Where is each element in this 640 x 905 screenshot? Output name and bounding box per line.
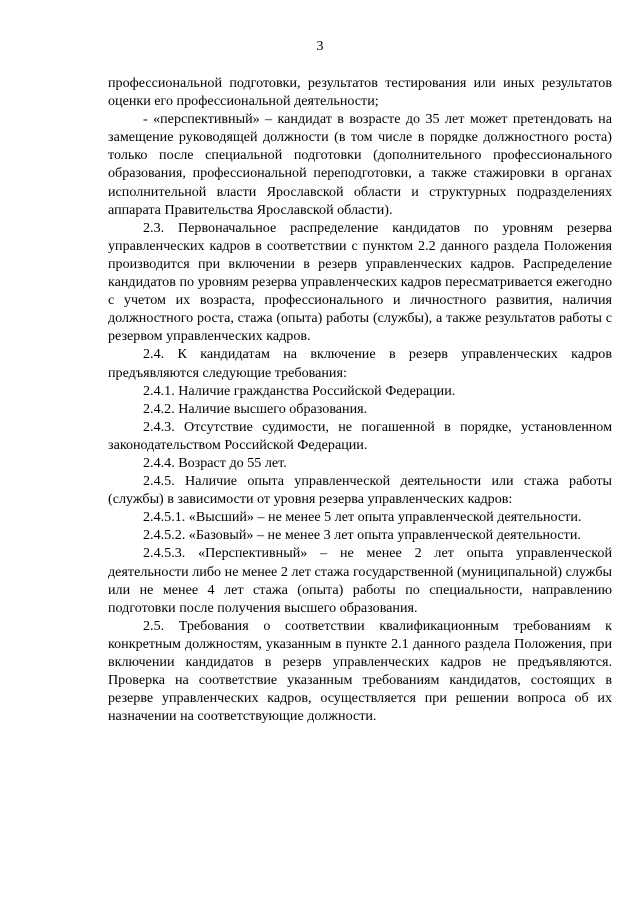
paragraph-2-4-5: 2.4.5. Наличие опыта управленческой деятельности или стажа работы (службы) в зависимости от уровня резерва управленческих кадров:	[108, 473, 612, 508]
paragraph-2-4-4: 2.4.4. Возраст до 55 лет.	[143, 454, 287, 471]
paragraph-2-5: 2.5. Требования о соответствии квалификационным требованиям к конкретным должностям, указанным в пункте 2.1 данного раздела Положения, при включении кандидатов в резерв управленческих кадров не предъявляются. Проверка на соответствие указанным требованиям кандидатов, состоящих в резерве управленческих кадров, осуществляется при решении вопроса об их назначении на соответствующие должности.	[108, 617, 612, 725]
paragraph-2-4-1: 2.4.1. Наличие гражданства Российской Федерации.	[143, 382, 456, 399]
paragraph-continuation: профессиональной подготовки, результатов тестирования или иных результатов оценки его профессиональной деятельности;	[108, 75, 612, 110]
paragraph-2-3: 2.3. Первоначальное распределение кандидатов по уровням резерва управленческих кадров в соответствии с пунктом 2.2 данного раздела Положения производится при включении в резерв управленческих кадров. Распределение кандидатов по уровням резерва управленческих кадров пересматривается ежегодно с учетом их возраста, профессионального и личностного развития, наличия должностного роста, стажа (опыта) работы (службы), а также результатов работы с резервом управленческих кадров.	[108, 219, 612, 345]
document-body	[108, 74, 612, 725]
page-number: 3	[316, 39, 324, 54]
paragraph-2-4-5-2: 2.4.5.2. «Базовый» – не менее 3 лет опыта управленческой деятельности.	[143, 527, 581, 544]
paragraph-2-4-3: 2.4.3. Отсутствие судимости, не погашенной в порядке, установленном законодательством Российской Федерации.	[108, 418, 612, 453]
paragraph-2-4-2: 2.4.2. Наличие высшего образования.	[143, 400, 368, 417]
paragraph-2-4-5-3: 2.4.5.3. «Перспективный» – не менее 2 лет опыта управленческой деятельности либо не менее 2 лет стажа государственной (муниципальной) службы или не менее 4 лет стажа (опыта) работы по специальности, направлению подготовки после получения высшего образования.	[108, 545, 612, 616]
paragraph-2-4: 2.4. К кандидатам на включение в резерв управленческих кадров предъявляются следующие требования:	[108, 346, 612, 381]
paragraph-2-4-5-1: 2.4.5.1. «Высший» – не менее 5 лет опыта управленческой деятельности.	[143, 509, 582, 526]
paragraph-perspective-level: - «перспективный» – кандидат в возрасте до 35 лет может претендовать на замещение руководящей должности (в том числе в порядке должностного роста) только после специальной подготовки (дополнительного профессионального образования, профессиональной переподготовки, а также стажировки в органах исполнительной власти Ярославской области и структурных подразделениях аппарата Правительства Ярославской области).	[108, 111, 612, 218]
